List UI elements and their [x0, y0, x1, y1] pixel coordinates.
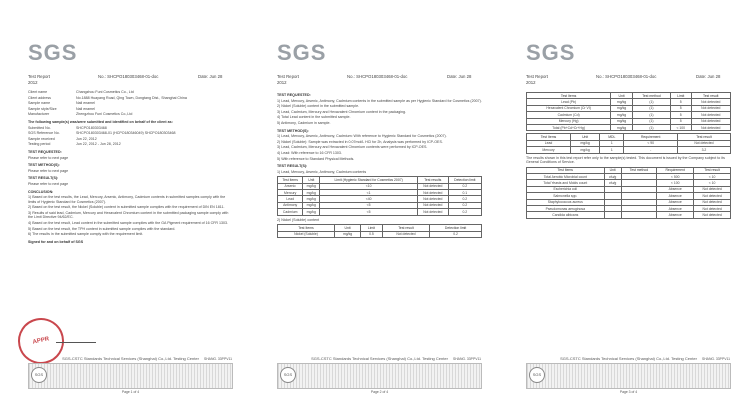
list-item: 4) Based on the test result, Lead content in the submitted sample complies with the GA Pigment requirement of 16 CFR 1303. — [28, 221, 228, 226]
report-header — [277, 74, 477, 86]
table-cell: mg/kg — [611, 112, 633, 118]
test-requested-list — [277, 99, 482, 126]
table-cell: Not detected — [418, 209, 449, 215]
table-cell: 5 — [670, 105, 691, 111]
report-year: 2012 — [277, 80, 287, 85]
page-2-footer — [277, 356, 482, 394]
field-label: Sample style/Size — [28, 106, 57, 111]
report-number: SHCPO180303468-01-doc — [107, 74, 159, 79]
report-number: SHCPO180303468-01-doc — [605, 74, 657, 79]
table-cell: Lead — [527, 140, 571, 146]
table-cell: Lead (Pb) — [527, 99, 611, 105]
column-header: Limit (Hygienic Standard for Cosmetics 2007) — [320, 177, 418, 183]
report-header — [526, 74, 726, 86]
test-requested-title: TEST REQUESTED: — [277, 93, 311, 97]
list-item: 4) Lead: With reference to 16 CFR 1303. — [277, 150, 342, 155]
signature-line — [56, 334, 96, 343]
table-cell: < 100 — [670, 124, 691, 130]
table-cell: Not detected — [694, 186, 731, 192]
table-cell: mg/kg — [611, 118, 633, 124]
page-number: Page 2 of 4 — [370, 390, 389, 394]
list-item: 1) Based on the test results, the Lead, Mercury, Arsenic, Antimony, Cadmium contents in submitted samples comply with the limits of Hygienic Standard for Cosmetics (2007). — [28, 195, 226, 204]
page-2-body — [277, 90, 482, 240]
report-page-1 — [8, 0, 244, 400]
table-cell — [621, 212, 656, 218]
column-header: Limit — [361, 225, 383, 231]
sgs-seal-icon: SGS — [529, 367, 545, 383]
heavy-metals-table — [277, 176, 482, 215]
table-cell: Antimony — [278, 202, 303, 208]
table-cell: 0.1 — [448, 190, 481, 196]
list-item: 2) Based on the test result, the Nickel (Soluble) content in submitted sample complies with the requirement of DIN EN 1811. — [28, 205, 225, 210]
report-date: Jun 28 — [209, 74, 223, 79]
column-header: Unit — [604, 167, 621, 173]
no-label: No.: — [98, 74, 106, 79]
table-cell: Total (Pb+Cd+Cr+Hg) — [527, 124, 611, 130]
table-cell: Not detected — [694, 193, 731, 199]
table-cell: Salmonella spp. — [527, 193, 605, 199]
table-cell: <40 — [320, 196, 418, 202]
test-results-title: TEST RESULT(S): — [28, 176, 59, 181]
field-label: Sample name — [28, 101, 51, 106]
field-value: Changzhou Funi Cosmetics Co., Ltd — [76, 90, 134, 94]
table-cell: Not detected — [691, 124, 730, 130]
microbial-table — [526, 167, 731, 219]
footer-code: SHANG. 33PPV11 — [452, 357, 481, 361]
table-cell: Lead — [278, 196, 303, 202]
table-cell: <10 — [320, 183, 418, 189]
table-row — [527, 147, 731, 153]
page-1-footer — [28, 356, 233, 394]
column-header: Test result — [694, 167, 731, 173]
table-cell: Not detected — [691, 99, 730, 105]
footer-title: SGS-CSTC Standards Technical Services (Shanghai) Co.,Ltd. Testing Center — [560, 356, 697, 361]
report-label: Test Report — [277, 74, 299, 79]
table-cell: mg/kg — [303, 196, 320, 202]
table-cell: 0.5 — [361, 231, 383, 237]
column-header: Test Items — [527, 134, 571, 140]
table-cell: 0.2 — [448, 196, 481, 202]
test-results-title: TEST RESULT(S): — [277, 164, 308, 169]
report-label: Test Report — [28, 74, 50, 79]
approval-stamp: APPR — [14, 314, 69, 369]
client-fields — [28, 90, 233, 117]
table-intro: 1) Lead, Mercury, Arsenic, Antimony, Cadmium contents — [277, 169, 367, 174]
field-row — [28, 90, 233, 95]
date-label: Date: — [198, 74, 209, 79]
table-cell: Cadmium — [278, 209, 303, 215]
table-cell: Not detected — [418, 202, 449, 208]
table2-intro: 2) Nickel (Soluble) content — [277, 217, 320, 222]
sgs-logo: SGS — [526, 40, 576, 65]
no-label: No.: — [347, 74, 355, 79]
field-label: Sample received — [28, 136, 55, 141]
column-header: Test result — [691, 93, 730, 99]
table-cell: 0.2 — [430, 231, 482, 237]
table-cell: Mercury — [527, 147, 571, 153]
table-cell: cfu/g — [604, 174, 621, 180]
table-cell: (1) — [632, 112, 670, 118]
table-cell: < 10 — [694, 180, 731, 186]
table-cell: mg/kg — [335, 231, 361, 237]
list-item: 3) Lead, Cadmium, Mercury and Hexavalent Chromium contents were performed by ICP-OES. — [277, 145, 428, 150]
sgs-logo: SGS — [277, 40, 327, 65]
list-item: 2) Nickel (Soluble): Sample was extracted in 0.07mol/L HCl for 2h, Analysis was performed by ICP-OES. — [277, 139, 443, 144]
report-label: Test Report — [526, 74, 548, 79]
table-cell: Mercury — [278, 190, 303, 196]
table-cell: < 500 — [657, 174, 694, 180]
table-cell: cfu/g — [604, 180, 621, 186]
report-note: The results shown in this test report refer only to the sample(s) tested. This document is issued by the Company subject to its General Conditions of Service. — [526, 155, 725, 165]
submission-fields — [28, 126, 233, 147]
table-cell: mg/kg — [571, 140, 600, 146]
table-cell: mg/kg — [611, 105, 633, 111]
table-cell: Not detected — [694, 206, 731, 212]
column-header: Test Items — [527, 93, 611, 99]
table-cell: Absence — [657, 193, 694, 199]
column-header: Test Items — [527, 167, 605, 173]
table-cell: - — [624, 147, 677, 153]
table-cell: 5 — [670, 99, 691, 105]
table-cell: Candida albicans — [527, 212, 605, 218]
date-label: Date: — [447, 74, 458, 79]
table-row — [527, 212, 731, 218]
table-cell: mg/kg — [303, 209, 320, 215]
report-date: Jun 28 — [458, 74, 472, 79]
footer-title: SGS-CSTC Standards Technical Services (Shanghai) Co.,Ltd. Testing Center — [62, 356, 199, 361]
table-row — [527, 124, 731, 130]
test-method-list — [277, 134, 482, 161]
field-value: Zhengzhou Funi Cosmetics Co.,Ltd — [76, 112, 133, 117]
sgs-logo: SGS — [28, 40, 78, 65]
table-cell: Not detected — [694, 199, 731, 205]
column-header: MDL — [600, 134, 624, 140]
report-page-2 — [257, 0, 493, 400]
field-row — [28, 101, 233, 106]
field-value: Nail enamel — [76, 106, 95, 111]
column-header: Test method — [621, 167, 656, 173]
table-cell: (1) — [632, 124, 670, 130]
page-number: Page 1 of 4 — [121, 390, 140, 394]
test-method-text: Please refer to next page — [28, 168, 69, 173]
column-header: Test Items — [278, 225, 335, 231]
list-item: 3) Results of said lead, Cadmium, Mercury and Hexavalent Chromium content in the submitted packaging sample comply with the Limit Directive 94/62/EC. — [28, 210, 229, 220]
list-item: 1) Lead, Mercury, Arsenic, Antimony, Cadmium contents in the submitted sample as per Hygienic Standard for Cosmetics (2007). — [277, 98, 482, 103]
table-cell: Absence — [657, 212, 694, 218]
field-value: Jun 22, 2012 - Jun 28, 2012 — [76, 142, 121, 147]
table-cell: Cadmium (Cd) — [527, 112, 611, 118]
field-label: Client address — [28, 95, 51, 100]
table-cell: 3.2 — [677, 147, 730, 153]
table-cell: 5 — [670, 112, 691, 118]
table-cell: mg/kg — [611, 99, 633, 105]
page-number: Page 3 of 4 — [619, 390, 638, 394]
field-value: SHCPO180303468 — [76, 125, 107, 130]
date-label: Date: — [696, 74, 707, 79]
table-cell: 0.2 — [448, 209, 481, 215]
field-row — [28, 126, 233, 131]
table-cell: Arsenic — [278, 183, 303, 189]
sgs-seal-icon: SGS — [280, 367, 296, 383]
column-header: Requirement — [657, 167, 694, 173]
sgs-seal-icon: SGS — [31, 367, 47, 383]
table-cell: Total Aerobic Microbial count — [527, 174, 605, 180]
column-header: Detection limit — [430, 225, 482, 231]
lead-mercury-table — [526, 133, 731, 153]
column-header: Test results — [418, 177, 449, 183]
table-cell: (1) — [632, 118, 670, 124]
table-cell — [604, 212, 621, 218]
table-cell: 0.2 — [448, 183, 481, 189]
test-method-title: TEST METHOD(S): — [28, 163, 60, 168]
table-cell: Not detected — [418, 190, 449, 196]
table-cell: Not detected — [691, 112, 730, 118]
page-3-footer — [526, 356, 731, 394]
list-item: 3) Lead, Cadmium, Mercury and Hexavalent Chromium content in the packaging. — [277, 109, 407, 114]
table-cell: Escherichia coli — [527, 186, 605, 192]
table-cell: mg/kg — [303, 202, 320, 208]
sample-note: The following sample(s) was/were submitted and identified on behalf of the client as: — [28, 119, 173, 124]
table-row — [278, 231, 482, 237]
table-cell: < 90 — [624, 140, 677, 146]
report-date: Jun 28 — [707, 74, 721, 79]
signed-note: Signed for and on behalf of SGS — [28, 239, 84, 244]
table-cell: (1) — [632, 105, 670, 111]
table-cell: 1 — [600, 140, 624, 146]
field-label: Testing period — [28, 142, 51, 147]
table-cell: 0.2 — [448, 202, 481, 208]
field-label: Submitted No. — [28, 125, 51, 130]
table-cell: Absence — [657, 199, 694, 205]
report-page-3 — [506, 0, 742, 400]
column-header: Detection limit — [448, 177, 481, 183]
report-year: 2012 — [28, 80, 38, 85]
table-row — [278, 209, 482, 215]
field-value: Nail enamel — [76, 101, 95, 106]
test-requested-text: Please refer to next page — [28, 155, 69, 160]
table-cell: Hexavalent Chromium (Cr VI) — [527, 105, 611, 111]
table-cell: <5 — [320, 209, 418, 215]
field-row — [28, 96, 233, 101]
conclusion-title: CONCLUSION: — [28, 189, 54, 194]
field-value: SHCPO180303468-01 (HCPO180346049) SHCPO180303468 — [76, 131, 176, 136]
table-cell: 1 — [600, 147, 624, 153]
footer-title: SGS-CSTC Standards Technical Services (Shanghai) Co.,Ltd. Testing Center — [311, 356, 448, 361]
report-number: SHCPO180303468-01-doc — [356, 74, 408, 79]
table-cell: Pseudomonas aeruginosa — [527, 206, 605, 212]
table-cell: <5 — [320, 202, 418, 208]
page-1-body — [28, 90, 233, 245]
column-header: Unit — [335, 225, 361, 231]
field-row — [28, 142, 233, 147]
table-cell: Not detected — [677, 140, 730, 146]
table-cell: <1 — [320, 190, 418, 196]
column-header: Test Items — [278, 177, 303, 183]
table-cell: < 100 — [657, 180, 694, 186]
test-results-text: Please refer to next page — [28, 181, 69, 186]
table-cell: Mercury (Hg) — [527, 118, 611, 124]
list-item: 2) Nickel (Soluble) content in the submitted sample. — [277, 104, 360, 109]
column-header: Unit — [571, 134, 600, 140]
field-row — [28, 131, 233, 136]
table-cell: Nickel (Soluble) — [278, 231, 335, 237]
conclusion-list — [28, 195, 233, 237]
column-header: Unit — [303, 177, 320, 183]
table-cell: Not detected — [694, 212, 731, 218]
footer-code: SHANG. 33PPV11 — [701, 357, 730, 361]
table-cell: Absence — [657, 186, 694, 192]
table-cell: Not detected — [418, 196, 449, 202]
column-header: Unit — [611, 93, 633, 99]
field-value: No.1888 Huayang Road, Qing Town, Dongtang Dist., Shanghai China — [76, 95, 187, 100]
test-method-title: TEST METHOD(S): — [277, 128, 309, 133]
field-row — [28, 107, 233, 112]
field-value: Jun 22, 2012 — [76, 136, 97, 141]
list-item: 4) Total Lead content in the submitted sample. — [277, 115, 351, 120]
field-row — [28, 137, 233, 142]
table-cell: mg/kg — [303, 190, 320, 196]
packaging-metals-table — [526, 92, 731, 131]
no-label: No.: — [596, 74, 604, 79]
report-year: 2012 — [526, 80, 536, 85]
column-header: Test result — [382, 225, 429, 231]
page-3-body — [526, 90, 731, 221]
test-requested-title: TEST REQUESTED: — [28, 149, 62, 154]
table-cell: (1) — [632, 99, 670, 105]
table-cell: 5 — [670, 118, 691, 124]
table-cell: < 10 — [694, 174, 731, 180]
list-item: 6) The results in the submitted sample comply with the requirement limit. — [28, 232, 144, 237]
field-label: Client name — [28, 90, 48, 94]
table-cell: Total Yeasts and Molds count — [527, 180, 605, 186]
column-header: Limit — [670, 93, 691, 99]
list-item: 5) Antimony, Cadmium in sample. — [277, 120, 331, 125]
table-cell: Not detected — [691, 118, 730, 124]
column-header: Test method — [632, 93, 670, 99]
column-header: Requirement — [624, 134, 677, 140]
table-cell: Not detected — [691, 105, 730, 111]
table-cell: mg/kg — [611, 124, 633, 130]
table-cell: mg/kg — [303, 183, 320, 189]
report-header — [28, 74, 228, 86]
nickel-table — [277, 224, 482, 238]
table-cell: Staphylococcus aureus — [527, 199, 605, 205]
list-item: 5) Based on the test result, the TPH content in submitted sample complies with the standard. — [28, 226, 176, 231]
column-header: Test result — [677, 134, 730, 140]
field-row — [28, 112, 233, 117]
table-cell: Absence — [657, 206, 694, 212]
list-item: 1) Lead, Mercury, Arsenic, Antimony, Cadmium: With reference to Hygienic Standard for Cosmetics (2007). — [277, 134, 447, 139]
footer-code: SHANG. 33PPV11 — [203, 357, 232, 361]
list-item: 5) With reference to Standard Physical Methods. — [277, 156, 355, 161]
table-cell: Not detected — [382, 231, 429, 237]
table-cell: Not detected — [418, 183, 449, 189]
table-cell: mg/kg — [571, 147, 600, 153]
field-label: Manufacturer — [28, 112, 50, 117]
field-label: SGS Reference No. — [28, 131, 60, 136]
